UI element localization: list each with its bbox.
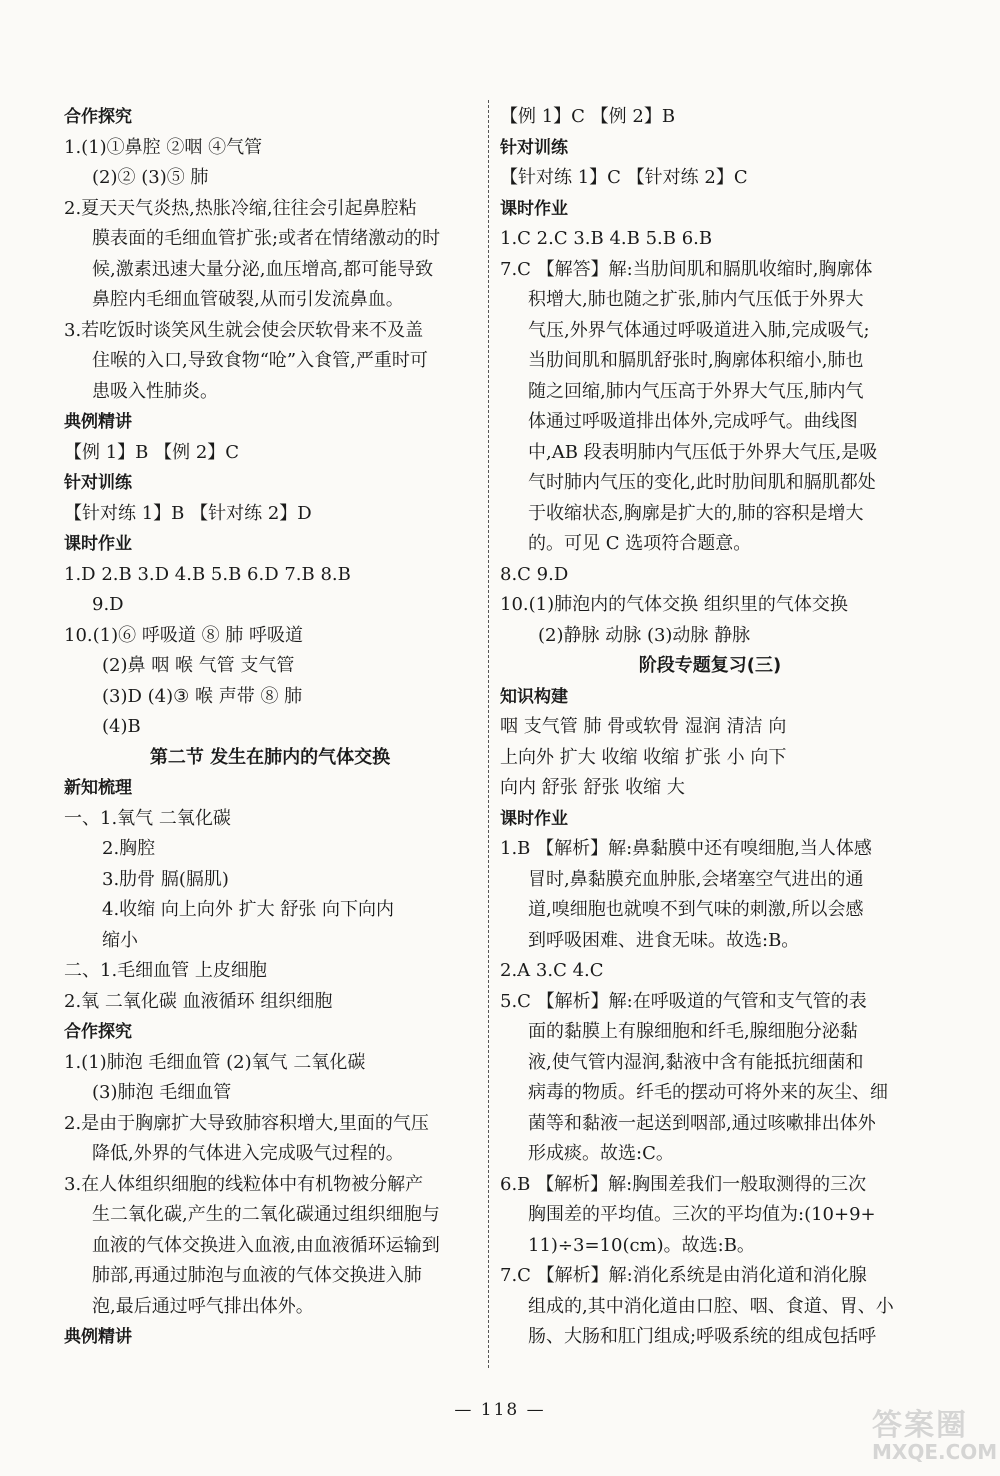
answer-line: 11)÷3=10(cm)。故选:B。: [528, 1234, 755, 1256]
answer-line: 积增大,肺也随之扩张,肺内气压低于外界大: [528, 289, 864, 310]
answer-line: 组成的,其中消化道由口腔、咽、食道、胃、小: [528, 1295, 894, 1317]
answer-line: 病毒的物质。纤毛的摆动可将外来的灰尘、细: [528, 1082, 888, 1103]
section-heading: 课时作业: [500, 808, 568, 829]
answer-line: 住喉的入口,导致食物“呛”入食管,严重时可: [92, 350, 428, 371]
answer-line: 2.胸腔: [102, 838, 156, 859]
answer-line: 患吸入性肺炎。: [92, 380, 218, 402]
answer-line: 4.收缩 向上向外 扩大 舒张 向下向内: [102, 899, 395, 920]
answer-line: (2)静脉 动脉 (3)动脉 静脉: [538, 624, 751, 646]
answer-line: 于收缩状态,胸廓是扩大的,肺的容积是增大: [528, 502, 864, 524]
page-number: — 118 —: [454, 1400, 546, 1420]
answer-line: 【针对练 1】B 【针对练 2】D: [64, 502, 312, 524]
answer-line: 6.B 【解析】解:胸围差我们一般取测得的三次: [500, 1173, 867, 1195]
answer-line: 中,AB 段表明肺内气压低于外界大气压,是吸: [528, 441, 878, 463]
watermark-en-text: MXQE.COM: [872, 1440, 998, 1464]
right-column: [500, 102, 920, 1353]
answer-line: (3)肺泡 毛细血管: [92, 1082, 232, 1103]
answer-line: (2)鼻 咽 喉 气管 支气管: [102, 655, 295, 676]
answer-line: 【针对练 1】C 【针对练 2】C: [500, 167, 748, 188]
answer-line: 到呼吸困难、进食无味。故选:B。: [528, 929, 800, 951]
answer-line: 2.A 3.C 4.C: [500, 960, 604, 981]
answer-line: 【例 1】C 【例 2】B: [500, 106, 676, 127]
answer-line: 3.若吃饭时谈笑风生就会使会厌软骨来不及盖: [64, 319, 424, 341]
section-heading: 针对训练: [500, 137, 568, 158]
answer-line: 咽 支气管 肺 骨或软骨 湿润 清洁 向: [500, 716, 787, 737]
answer-line: (3)D (4)③ 喉 声带 ⑧ 肺: [102, 685, 303, 707]
answer-line: 膜表面的毛细血管扩张;或者在情绪激动的时: [92, 228, 441, 249]
answer-line: 体通过呼吸道排出体外,完成呼气。曲线图: [528, 411, 858, 432]
column-divider: [488, 100, 489, 1368]
section-heading: 知识构建: [500, 686, 568, 707]
left-column: [64, 102, 476, 1353]
section-heading: 典例精讲: [64, 1327, 132, 1347]
answer-line: 7.C 【解答】解:当肋间肌和膈肌收缩时,胸廓体: [500, 258, 873, 280]
answer-line: 7.C 【解析】解:消化系统是由消化道和消化腺: [500, 1265, 867, 1286]
answer-line: 随之回缩,肺内气压高于外界大气压,肺内气: [528, 380, 864, 402]
answer-line: 冒时,鼻黏膜充血肿胀,会堵塞空气进出的通: [528, 868, 864, 890]
answer-line: 1.C 2.C 3.B 4.B 5.B 6.B: [500, 228, 713, 249]
answer-line: 候,激素迅速大量分泌,血压增高,都可能导致: [92, 258, 434, 280]
answer-line: 气压,外界气体通过呼吸道进入肺,完成吸气;: [528, 319, 870, 341]
answer-line: 向内 舒张 舒张 收缩 大: [500, 777, 685, 798]
answer-line: 泡,最后通过呼气排出体外。: [92, 1295, 314, 1317]
answer-line: 菌等和黏液一起送到咽部,通过咳嗽排出体外: [528, 1112, 876, 1134]
answer-line: (4)B: [102, 716, 141, 737]
answer-line: 1.(1)①鼻腔 ②咽 ④气管: [64, 136, 263, 158]
watermark-cn-text: 答案圈: [872, 1408, 968, 1443]
answer-line: 1.D 2.B 3.D 4.B 5.B 6.D 7.B 8.B: [64, 563, 351, 585]
answer-line: 血液的气体交换进入血液,由血液循环运输到: [92, 1234, 440, 1256]
answer-line: 一、1.氧气 二氧化碳: [64, 807, 231, 829]
answer-line: 二、1.毛细血管 上皮细胞: [64, 960, 267, 981]
watermark-logo: [872, 1400, 998, 1468]
section-title: 第二节 发生在肺内的气体交换: [149, 746, 391, 768]
answer-line: 生二氧化碳,产生的二氧化碳通过组织细胞与: [92, 1204, 440, 1225]
answer-line: 2.氧 二氧化碳 血液循环 组织细胞: [64, 990, 333, 1012]
section-heading: 课时作业: [500, 198, 568, 219]
section-heading: 课时作业: [64, 534, 132, 554]
answer-line: 液,使气管内湿润,黏液中含有能抵抗细菌和: [528, 1051, 864, 1073]
answer-line: 当肋间肌和膈肌舒张时,胸廓体积缩小,肺也: [528, 350, 864, 371]
answer-line: 3.肋骨 膈(膈肌): [102, 868, 229, 890]
answer-line: 上向外 扩大 收缩 收缩 扩张 小 向下: [500, 746, 787, 768]
section-heading: 针对训练: [64, 473, 132, 493]
answer-line: 降低,外界的气体进入完成吸气过程的。: [92, 1143, 404, 1164]
answer-line: 鼻腔内毛细血管破裂,从而引发流鼻血。: [92, 289, 404, 310]
answer-line: 2.是由于胸廓扩大导致肺容积增大,里面的气压: [64, 1112, 429, 1134]
answer-line: 5.C 【解析】解:在呼吸道的气管和支气管的表: [500, 990, 867, 1012]
answer-line: 肺部,再通过肺泡与血液的气体交换进入肺: [92, 1265, 422, 1286]
section-title: 阶段专题复习(三): [638, 655, 782, 676]
answer-line: 2.夏天天气炎热,热胀冷缩,往往会引起鼻腔粘: [64, 197, 417, 219]
answer-line: 【例 1】B 【例 2】C: [64, 441, 240, 463]
section-heading: 典例精讲: [64, 412, 132, 432]
section-heading: 合作探究: [64, 1022, 132, 1042]
answer-line: 1.(1)肺泡 毛细血管 (2)氧气 二氧化碳: [64, 1051, 366, 1073]
answer-line: 缩小: [102, 929, 138, 951]
answer-line: 形成痰。故选:C。: [528, 1143, 674, 1164]
answer-line: 9.D: [92, 594, 124, 615]
answer-line: (2)② (3)⑤ 肺: [92, 167, 209, 188]
answer-line: 肠、大肠和肛门组成;呼吸系统的组成包括呼: [528, 1326, 877, 1347]
answer-line: 的。可见 C 选项符合题意。: [528, 533, 752, 554]
answer-line: 胸围差的平均值。三次的平均值为:(10+9+: [528, 1204, 876, 1225]
answer-line: 10.(1)⑥ 呼吸道 ⑧ 肺 呼吸道: [64, 624, 304, 646]
answer-line: 面的黏膜上有腺细胞和纤毛,腺细胞分泌黏: [528, 1021, 858, 1042]
answer-line: 8.C 9.D: [500, 563, 569, 585]
answer-line: 道,嗅细胞也就嗅不到气味的刺激,所以会感: [528, 899, 864, 920]
answer-line: 3.在人体组织细胞的线粒体中有机物被分解产: [64, 1173, 424, 1195]
answer-line: 10.(1)肺泡内的气体交换 组织里的气体交换: [500, 594, 848, 615]
section-heading: 合作探究: [64, 107, 132, 127]
answer-line: 1.B 【解析】解:鼻黏膜中还有嗅细胞,当人体感: [500, 838, 872, 859]
section-heading: 新知梳理: [64, 778, 132, 798]
answer-line: 气时肺内气压的变化,此时肋间肌和膈肌都处: [528, 472, 876, 493]
